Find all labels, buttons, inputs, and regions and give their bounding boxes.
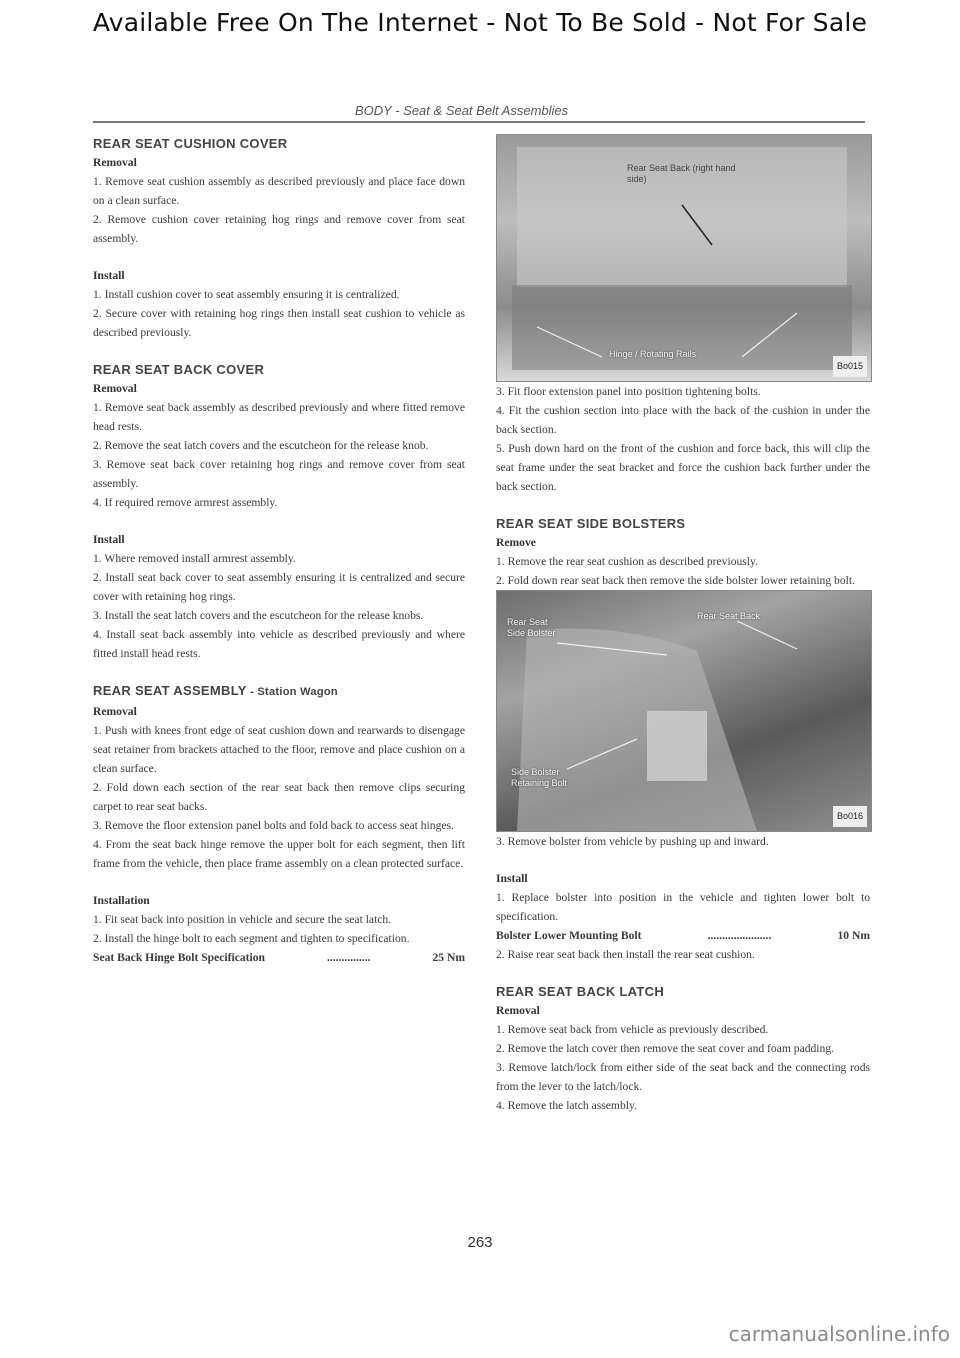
step-text: 2. Fold down rear seat back then remove the side bolster lower retaining bolt. (496, 574, 855, 587)
step-text: 1. Remove seat back from vehicle as previously described. (496, 1023, 769, 1036)
step-text: 3. Remove seat back cover retaining hog rings and remove cover from seat assembly. (93, 458, 465, 490)
step-text: 4. Remove the latch assembly. (496, 1099, 637, 1112)
step-text: 1. Remove seat back assembly as described previously and where fitted remove head rests. (93, 401, 465, 433)
distribution-banner: Available Free On The Internet - Not To Be Sold - Not For Sale (92, 8, 868, 37)
page-number: 263 (467, 1234, 493, 1251)
photo-code: Bo016 (833, 806, 867, 827)
spec-label: Bolster Lower Mounting Bolt (496, 929, 642, 942)
step-text: 1. Replace bolster into position in the vehicle and tighten lower bolt to specification. (496, 891, 870, 923)
step-text: 4. If required remove armrest assembly. (93, 496, 278, 509)
step-text: 2. Remove the seat latch covers and the escutcheon for the release knob. (93, 439, 429, 452)
left-column (93, 134, 465, 967)
step-text: 3. Remove the floor extension panel bolts and fold back to access seat hinges. (93, 819, 454, 832)
step-text: 2. Install the hinge bolt to each segment and tighten to specification. (93, 932, 410, 945)
right-column (496, 134, 870, 1115)
running-head: BODY - Seat & Seat Belt Assemblies (355, 103, 569, 118)
seat-back-photo (496, 134, 872, 382)
step-text: 3. Fit floor extension panel into position tightening bolts. (496, 385, 761, 398)
step-text: 1. Remove seat cushion assembly as described previously and place face down on a clean surface. (93, 175, 465, 207)
subsection-heading: Install (93, 533, 125, 546)
section-title-main: REAR SEAT ASSEMBLY (93, 683, 247, 698)
side-bolster-photo (496, 590, 872, 832)
photo-label: Side Bolster Retaining Bolt (511, 767, 568, 788)
section-title: REAR SEAT BACK LATCH (496, 984, 665, 999)
step-text: 2. Remove cushion cover retaining hog rings and remove cover from seat assembly. (93, 213, 465, 245)
spec-label: Seat Back Hinge Bolt Specification (93, 951, 265, 964)
step-text: 4. Fit the cushion section into place with the back of the cushion in under the back section. (496, 404, 870, 436)
subsection-heading: Removal (93, 705, 137, 718)
step-text: 1. Fit seat back into position in vehicle and secure the seat latch. (93, 913, 392, 926)
subsection-heading: Removal (93, 156, 137, 169)
section-title: REAR SEAT CUSHION COVER (93, 136, 288, 151)
step-text: 2. Install seat back cover to seat assembly ensuring it is centralized and secure cover with retaining hog rings. (93, 571, 465, 603)
spec-dots: ...................... (707, 929, 772, 942)
step-text: 4. Install seat back assembly into vehicle as described previously and where fitted install head rests. (93, 628, 465, 660)
step-text: 2. Fold down each section of the rear seat back then remove clips securing carpet to rear seat backs. (93, 781, 465, 813)
spec-dots: ............... (326, 951, 371, 964)
section-title-sub: - Station Wagon (246, 686, 338, 698)
torque-spec (496, 926, 870, 945)
subsection-heading: Remove (496, 536, 536, 549)
spec-value: 10 Nm (837, 929, 870, 942)
step-text: 2. Secure cover with retaining hog rings then install seat cushion to vehicle as described previously. (93, 307, 465, 339)
torque-spec (93, 948, 465, 967)
subsection-heading: Install (93, 269, 125, 282)
photo-code: Bo015 (833, 356, 867, 377)
step-text: 1. Remove the rear seat cushion as described previously. (496, 555, 758, 568)
step-text: 3. Remove latch/lock from either side of the seat back and the connecting rods from the lever to the latch/lock. (496, 1061, 870, 1093)
step-text: 1. Push with knees front edge of seat cushion down and rearwards to disengage seat retainer from brackets attached to the floor, remove and place cushion on a clean surface. (93, 724, 465, 775)
subsection-heading: Removal (93, 382, 137, 395)
photo-label: Rear Seat Back (right hand side) (627, 163, 736, 184)
subsection-heading: Removal (496, 1004, 540, 1017)
subsection-heading: Install (496, 872, 528, 885)
section-title (93, 681, 465, 702)
step-text: 4. From the seat back hinge remove the upper bolt for each segment, then lift frame from the vehicle, then place frame assembly on a clean protected surface. (93, 838, 465, 870)
step-text: 5. Push down hard on the front of the cushion and force back, this will clip the seat frame under the seat bracket and force the cushion back further under the back section. (496, 442, 870, 493)
step-text: 1. Where removed install armrest assembly. (93, 552, 296, 565)
section-title: REAR SEAT BACK COVER (93, 362, 265, 377)
photo-label: Rear Seat Back (697, 611, 761, 621)
step-text: 3. Install the seat latch covers and the escutcheon for the release knobs. (93, 609, 424, 622)
step-text: 1. Install cushion cover to seat assembly ensuring it is centralized. (93, 288, 400, 301)
step-text: 3. Remove bolster from vehicle by pushing up and inward. (496, 835, 769, 848)
step-text: 2. Remove the latch cover then remove the seat cover and foam padding. (496, 1042, 835, 1055)
subsection-heading: Installation (93, 894, 150, 907)
spec-value: 25 Nm (432, 951, 465, 964)
photo-label: Rear Seat Side Bolster (507, 617, 556, 638)
step-text: 2. Raise rear seat back then install the rear seat cushion. (496, 948, 755, 961)
header-rule (93, 121, 865, 123)
photo-label: Hinge / Rotating Rails (609, 349, 697, 359)
section-title: REAR SEAT SIDE BOLSTERS (496, 516, 686, 531)
site-watermark: carmanualsonline.info (728, 1322, 950, 1346)
